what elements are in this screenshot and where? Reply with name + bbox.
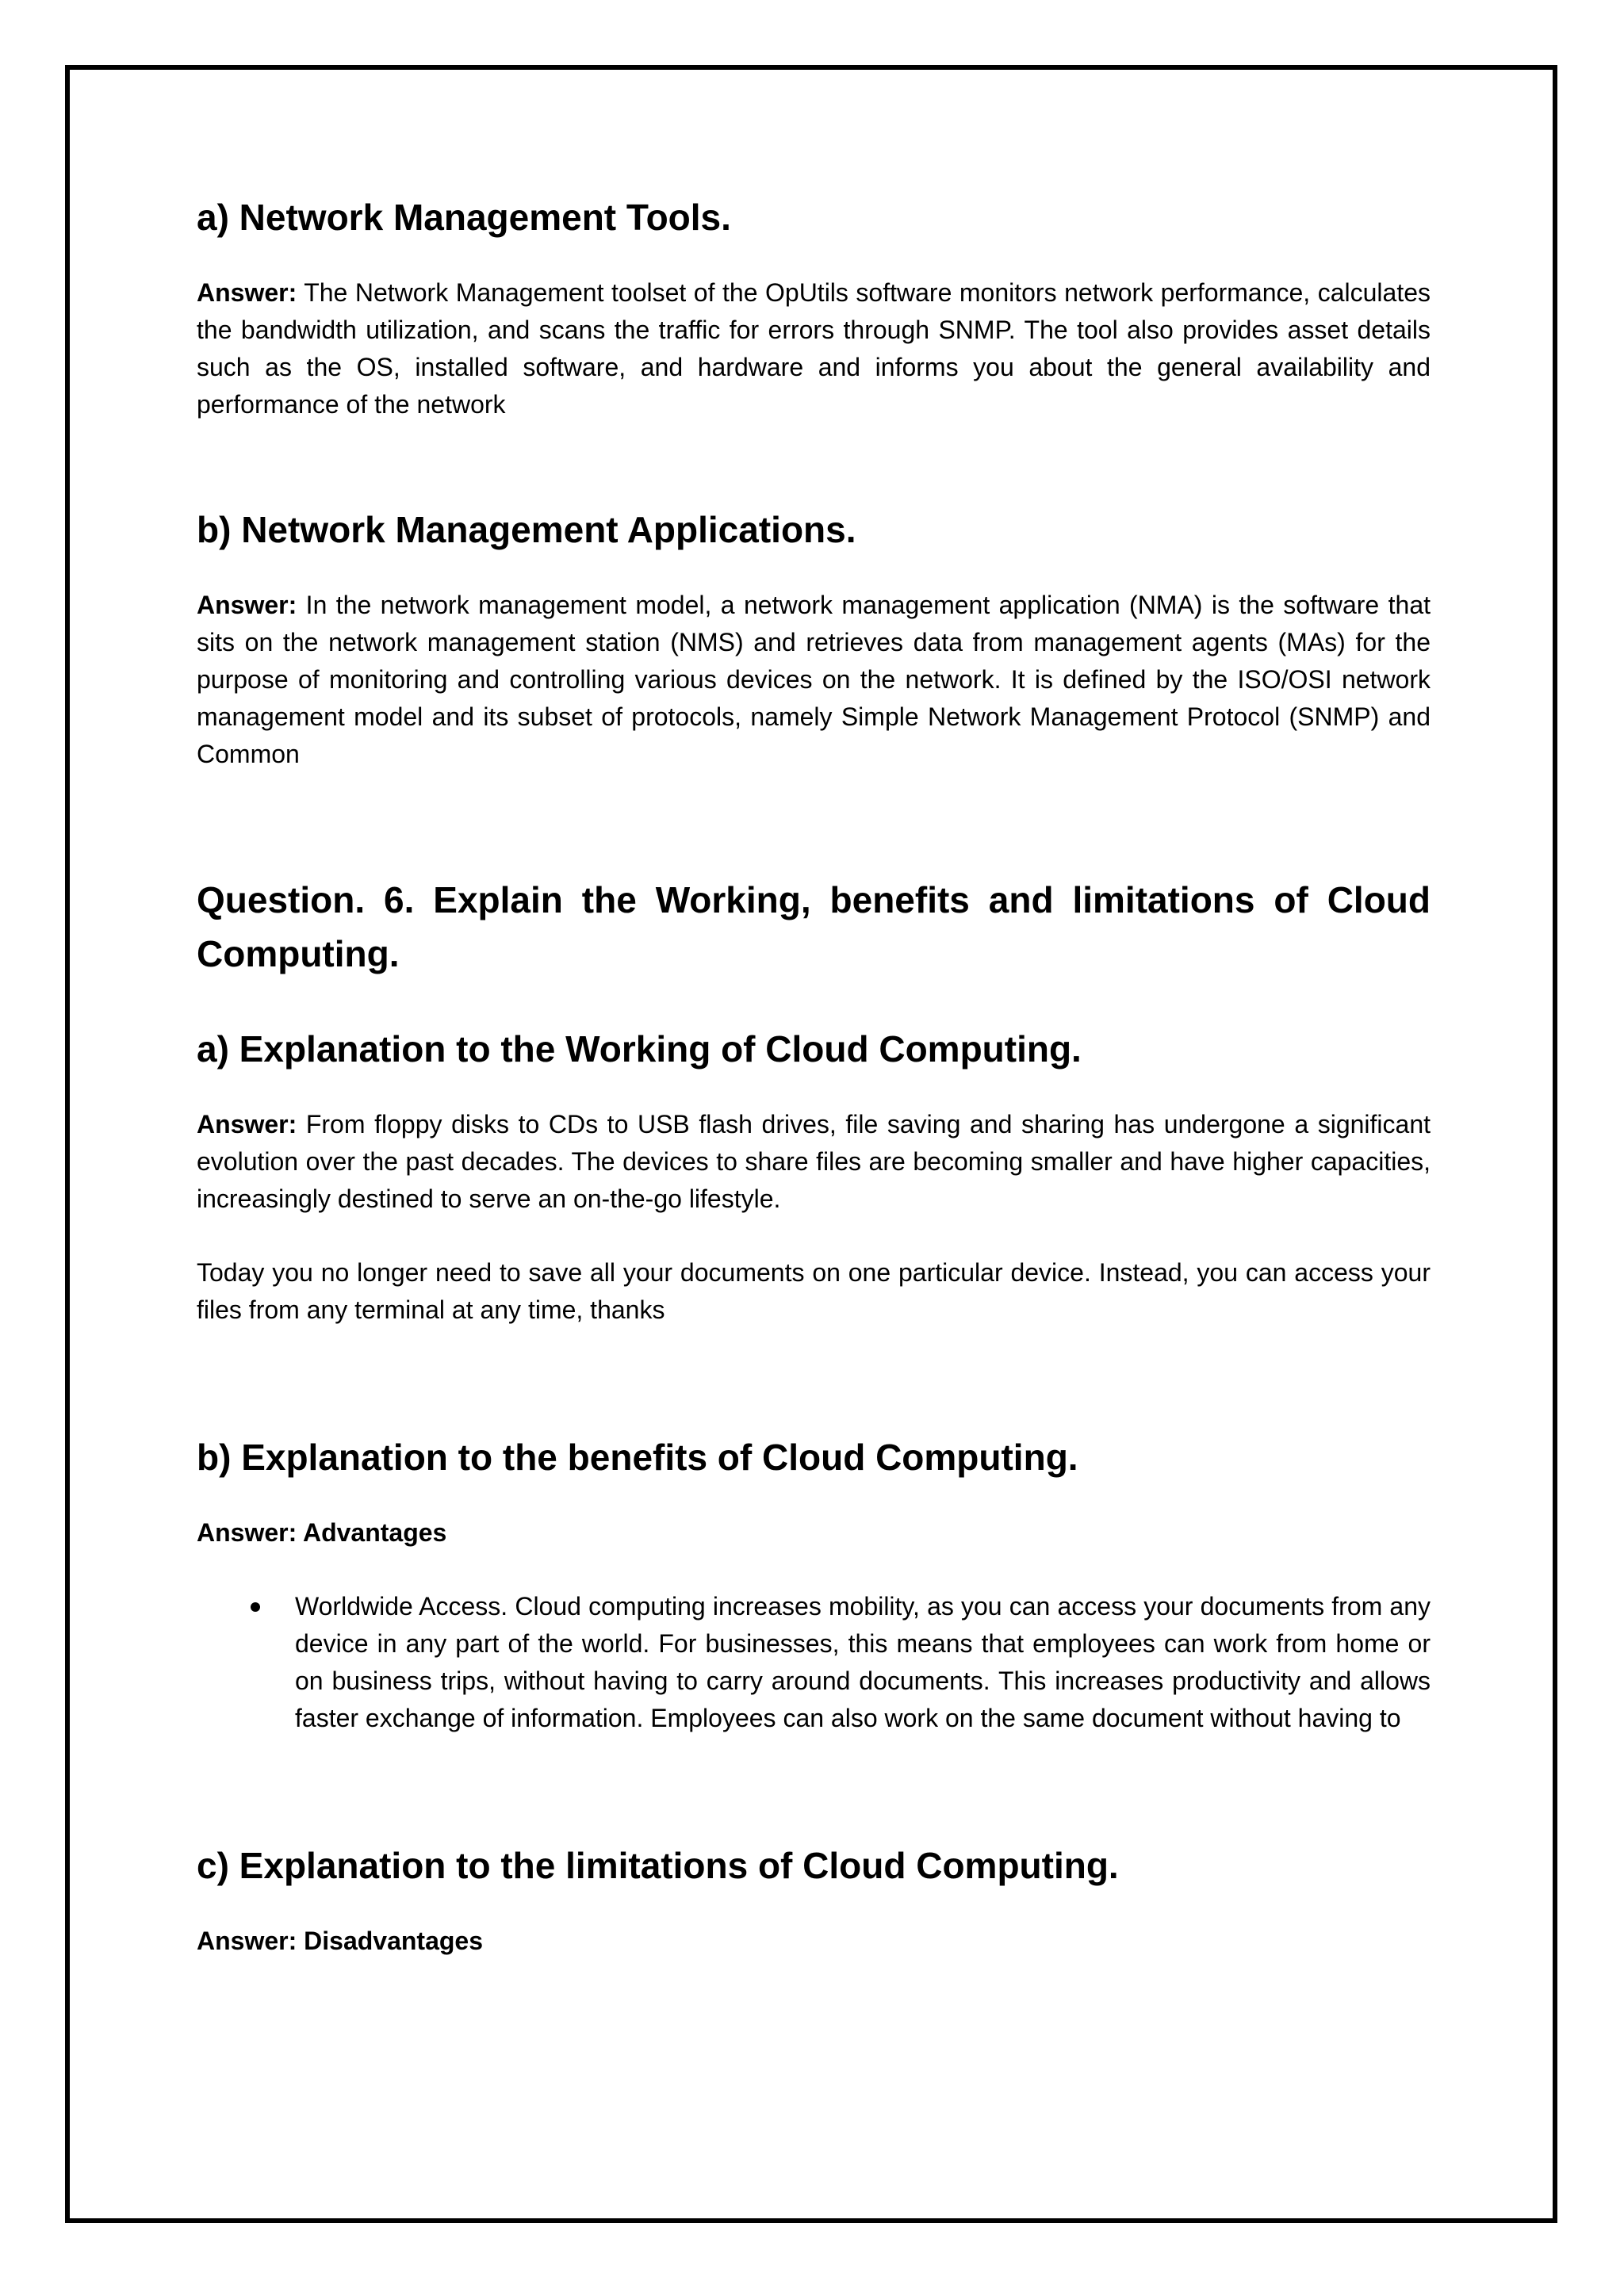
answer-disadvantages-label: Answer: Disadvantages — [197, 1927, 484, 1955]
answer-advantages-label: Answer: Advantages — [197, 1518, 447, 1547]
section-heading-network-management-tools: a) Network Management Tools. — [197, 197, 731, 238]
advantages-list — [197, 1588, 1431, 1737]
section-heading-limitations-cloud-computing: c) Explanation to the limitations of Cloud Computing. — [197, 1845, 1119, 1886]
list-item-text: Worldwide Access. Cloud computing increases mobility, as you can access your documents from any device in any part of the world. For businesses, this means that employees can work from home or on business trips, without having to carry around documents. This increases productivity and allows faster exchange of information. Employees can also work on the same document without having to — [295, 1592, 1431, 1732]
section-heading-network-management-applications: b) Network Management Applications. — [197, 509, 856, 550]
list-item — [197, 1588, 1431, 1737]
answer-text: In the network management model, a network management application (NMA) is the software that sits on the network management station (NMS) and retrieves data from management agents (MAs) for the purpose of monitoring and controlling various devices on the network. It is defined by the ISO/OSI network management model and its subset of protocols, namely Simple Network Management Protocol (SNMP) and Common — [197, 591, 1431, 768]
answer-working-cloud-computing — [197, 1106, 1431, 1218]
answer-text: From floppy disks to CDs to USB flash drives, file saving and sharing has undergone a significant evolution over the past decades. The devices to share files are becoming smaller and have higher capacities, increasingly destined to serve an on-the-go lifestyle. — [197, 1110, 1431, 1213]
question-6-heading: Question. 6. Explain the Working, benefits and limitations of Cloud Computing. — [197, 879, 1431, 974]
answer-label: Answer: — [197, 1110, 297, 1138]
document-content — [197, 190, 1431, 1960]
section-heading-working-cloud-computing: a) Explanation to the Working of Cloud Computing. — [197, 1028, 1082, 1070]
bullet-icon — [251, 1602, 260, 1612]
working-paragraph-2: Today you no longer need to save all your documents on one particular device. Instead, you can access your files from any terminal at any time, thanks — [197, 1258, 1431, 1324]
answer-network-management-applications — [197, 587, 1431, 773]
answer-label: Answer: — [197, 278, 297, 307]
answer-network-management-tools — [197, 274, 1431, 423]
section-heading-benefits-cloud-computing: b) Explanation to the benefits of Cloud Computing. — [197, 1437, 1078, 1478]
answer-text: The Network Management toolset of the OpUtils software monitors network performance, calculates the bandwidth utilization, and scans the traffic for errors through SNMP. The tool also provides asset details such as the OS, installed software, and hardware and informs you about the general availability and performance of the network — [197, 278, 1431, 419]
answer-label: Answer: — [197, 591, 297, 619]
